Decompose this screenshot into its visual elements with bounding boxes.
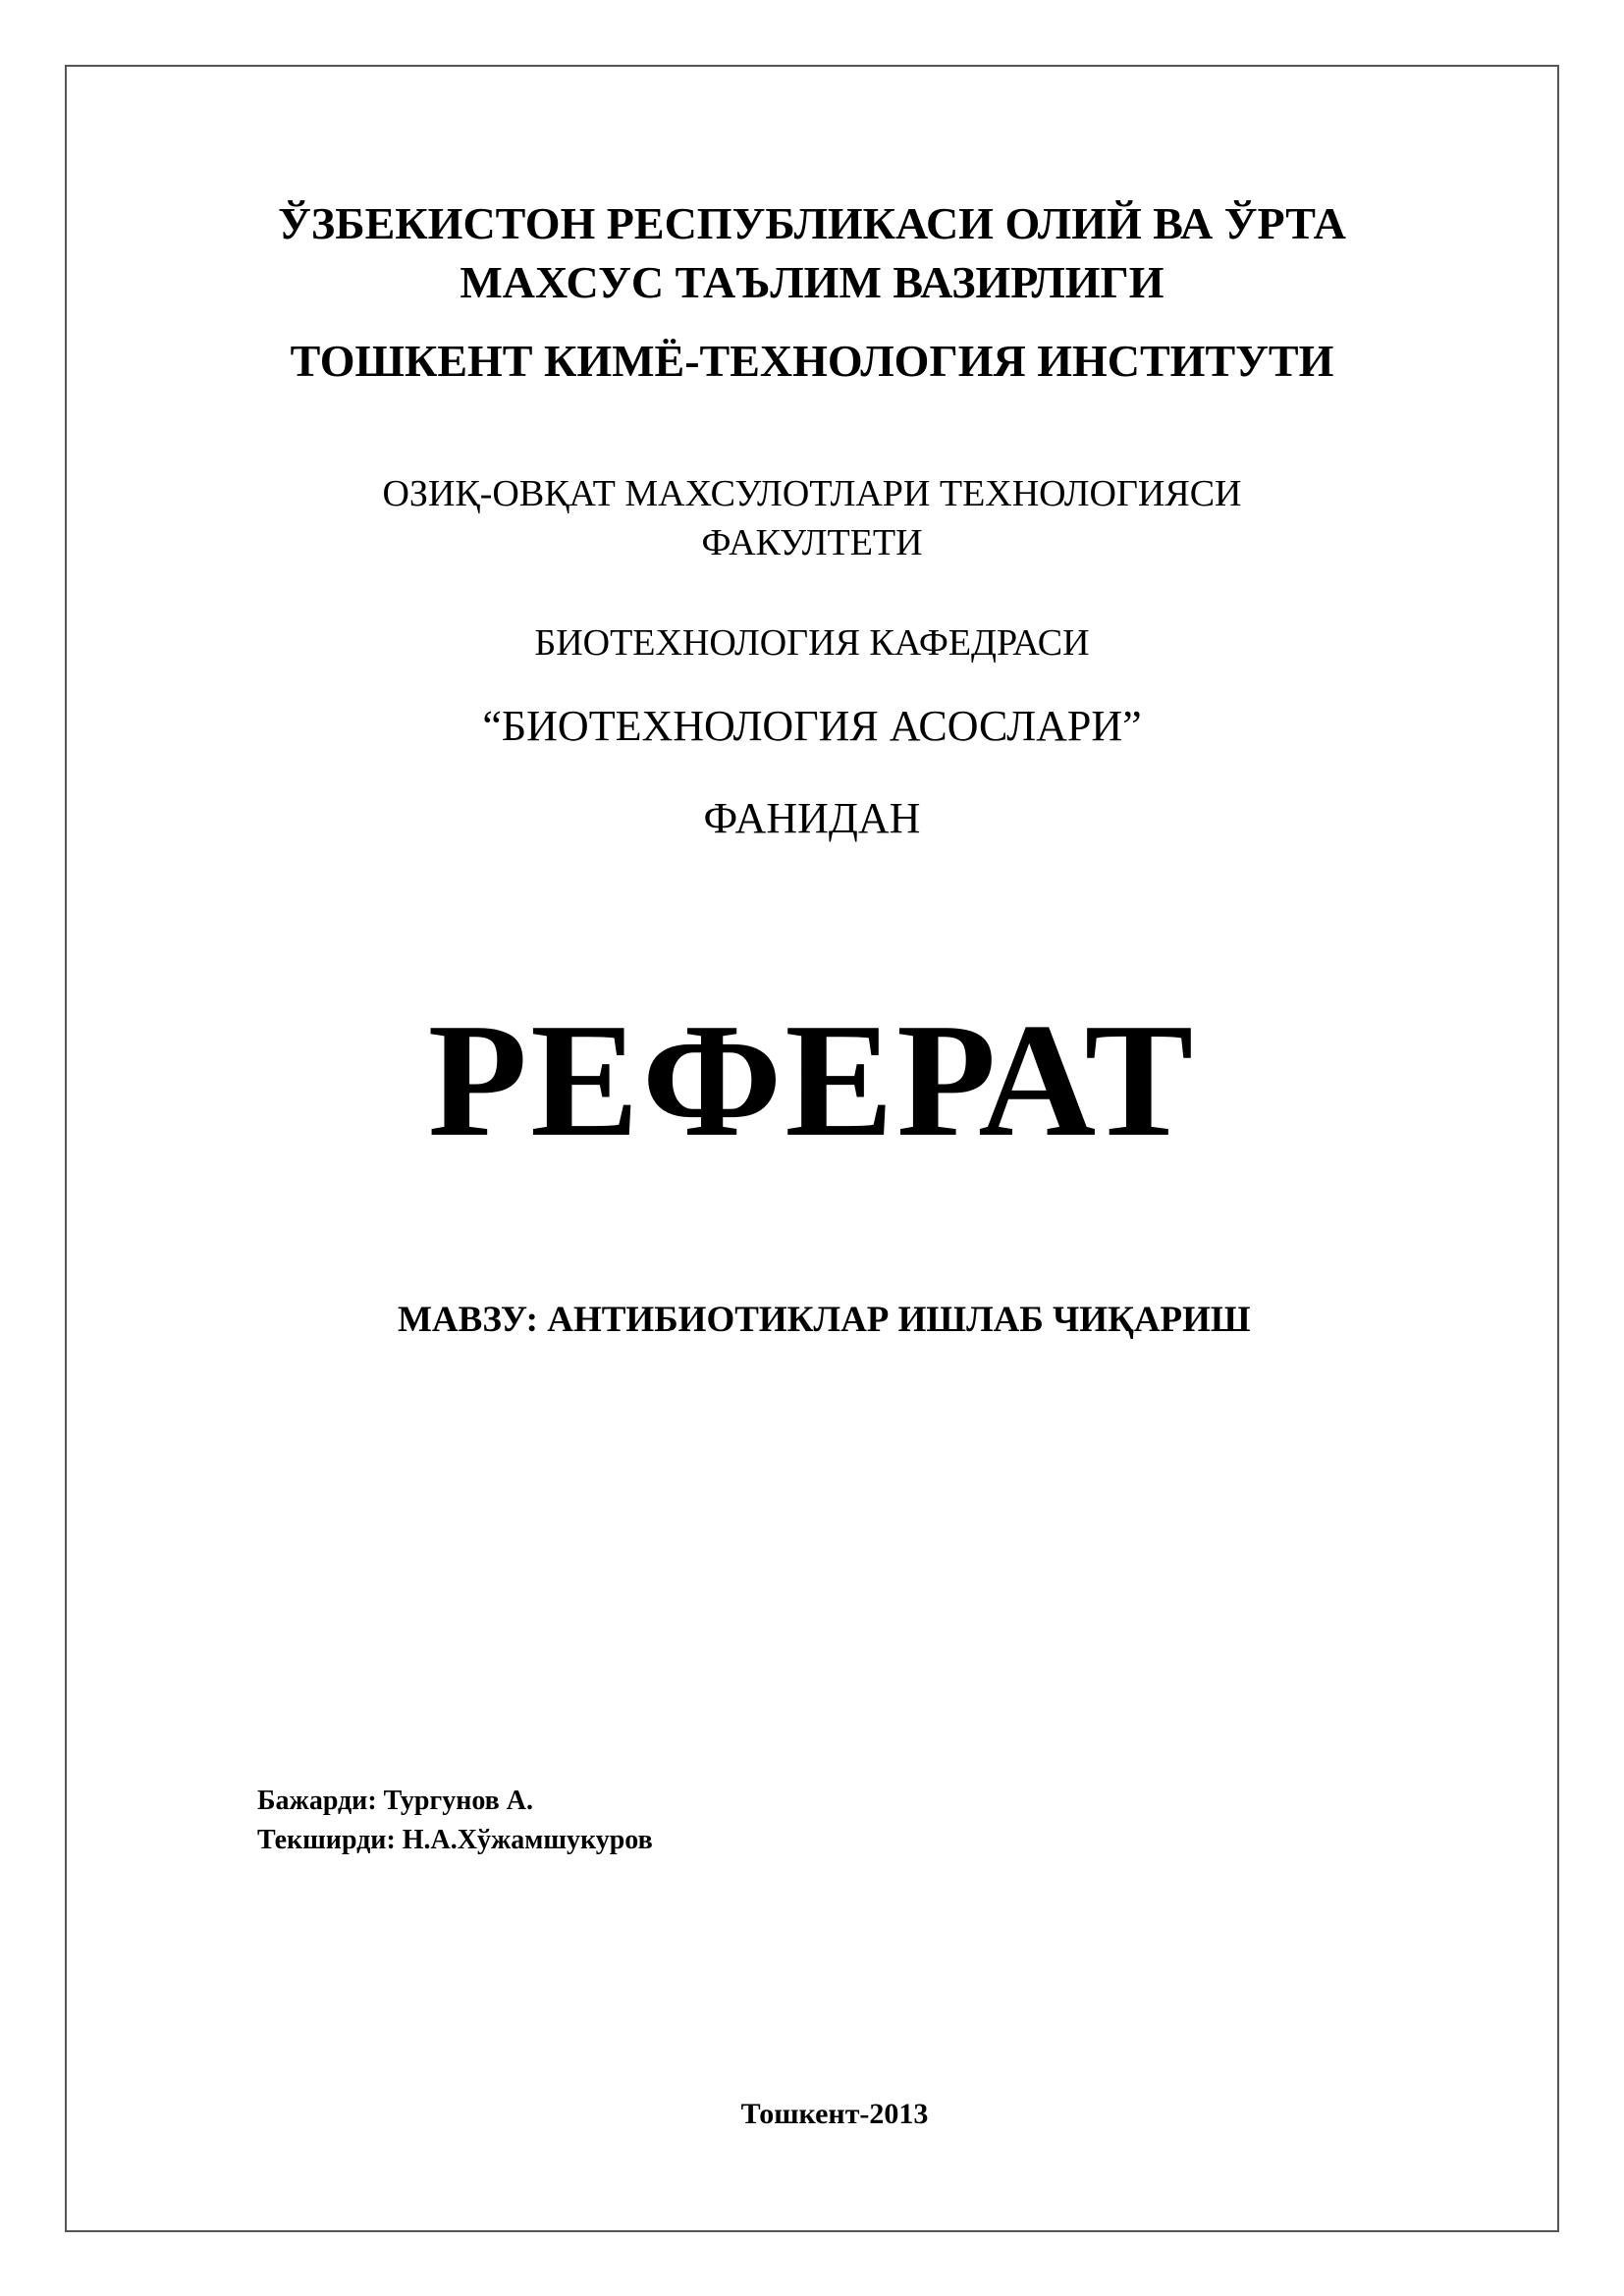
faculty-line-2: ФАКУЛТЕТИ — [701, 522, 923, 563]
from-subject-label: ФАНИДАН — [703, 794, 921, 842]
ministry-heading — [65, 194, 1559, 312]
ministry-line-2: МАХСУС ТАЪЛИМ ВАЗИРЛИГИ — [460, 257, 1164, 307]
document-type-title: РЕФЕРАТ — [427, 989, 1197, 1170]
ministry-line-1: ЎЗБЕКИСТОН РЕСПУБЛИКАСИ ОЛИЙ ВА ЎРТА — [278, 198, 1346, 248]
performed-by: Бажарди: Тургунов А. — [257, 1786, 533, 1816]
course-title: “БИОТЕХНОЛОГИЯ АСОСЛАРИ” — [482, 702, 1142, 750]
credits-block — [257, 1782, 653, 1860]
institute-heading: ТОШКЕНТ КИМЁ-ТЕХНОЛОГИЯ ИНСТИТУТИ — [290, 336, 1334, 386]
city-year: Тошкент-2013 — [740, 2098, 929, 2130]
topic-line: МАВЗУ: АНТИБИОТИКЛАР ИШЛАБ ЧИҚАРИШ — [398, 1300, 1251, 1340]
faculty-line-1: ОЗИҚ-ОВҚАТ МАХСУЛОТЛАРИ ТЕХНОЛОГИЯСИ — [382, 473, 1242, 514]
checked-by: Текширди: Н.А.Хўжамшукуров — [257, 1825, 653, 1855]
department-heading: БИОТЕХНОЛОГИЯ КАФЕДРАСИ — [534, 622, 1090, 664]
faculty-heading — [65, 469, 1559, 567]
